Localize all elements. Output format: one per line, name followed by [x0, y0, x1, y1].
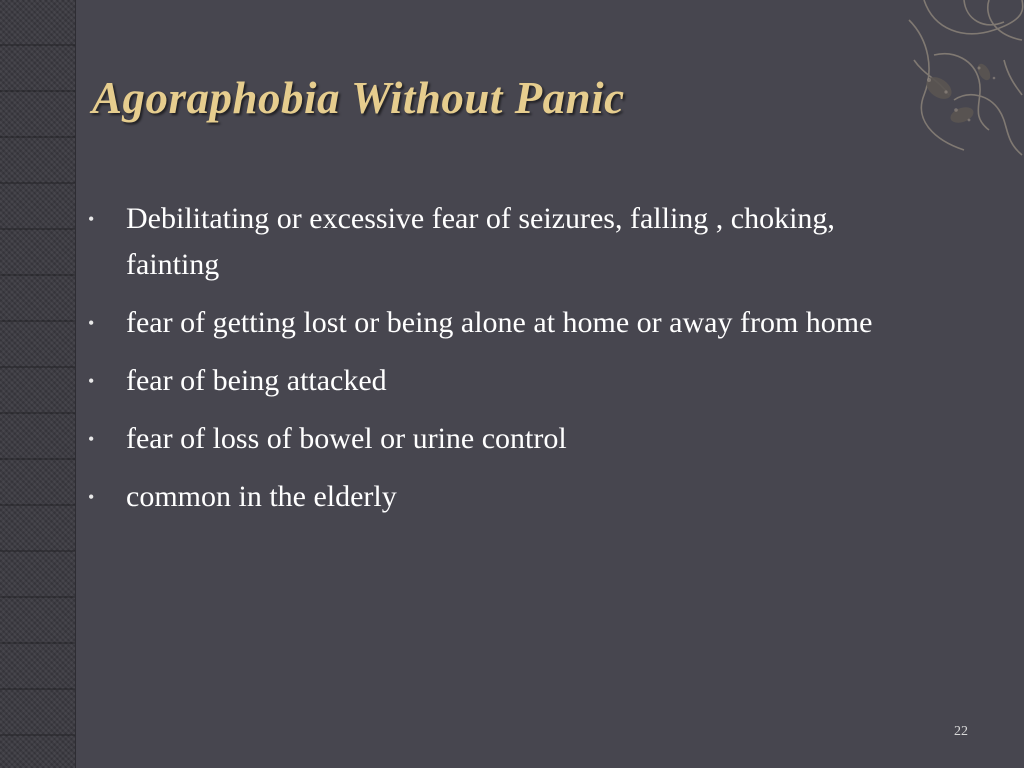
bullet-item — [88, 474, 908, 520]
bullet-marker: • — [88, 209, 95, 229]
slide-title: Agoraphobia Without Panic — [92, 73, 625, 123]
bullet-marker: • — [88, 429, 95, 449]
bullet-item — [88, 300, 908, 346]
decorative-swirl-ornament-icon — [894, 0, 1024, 170]
slide-page-number: 22 — [954, 724, 968, 739]
bullet-text: fear of loss of bowel or urine control — [126, 422, 567, 455]
decorative-left-strip — [0, 0, 76, 768]
bullet-text: fear of getting lost or being alone at home or away from home — [126, 306, 873, 339]
bullet-marker: • — [88, 487, 95, 507]
bullet-item — [88, 358, 908, 404]
bullet-text: common in the elderly — [126, 480, 397, 513]
bullet-marker: • — [88, 313, 95, 333]
bullet-item — [88, 196, 908, 288]
bullet-text: fear of being attacked — [126, 364, 387, 397]
bullet-text: Debilitating or excessive fear of seizures, falling , choking, fainting — [126, 202, 835, 281]
bullet-marker: • — [88, 371, 95, 391]
bullet-list — [88, 196, 908, 532]
bullet-item — [88, 416, 908, 462]
